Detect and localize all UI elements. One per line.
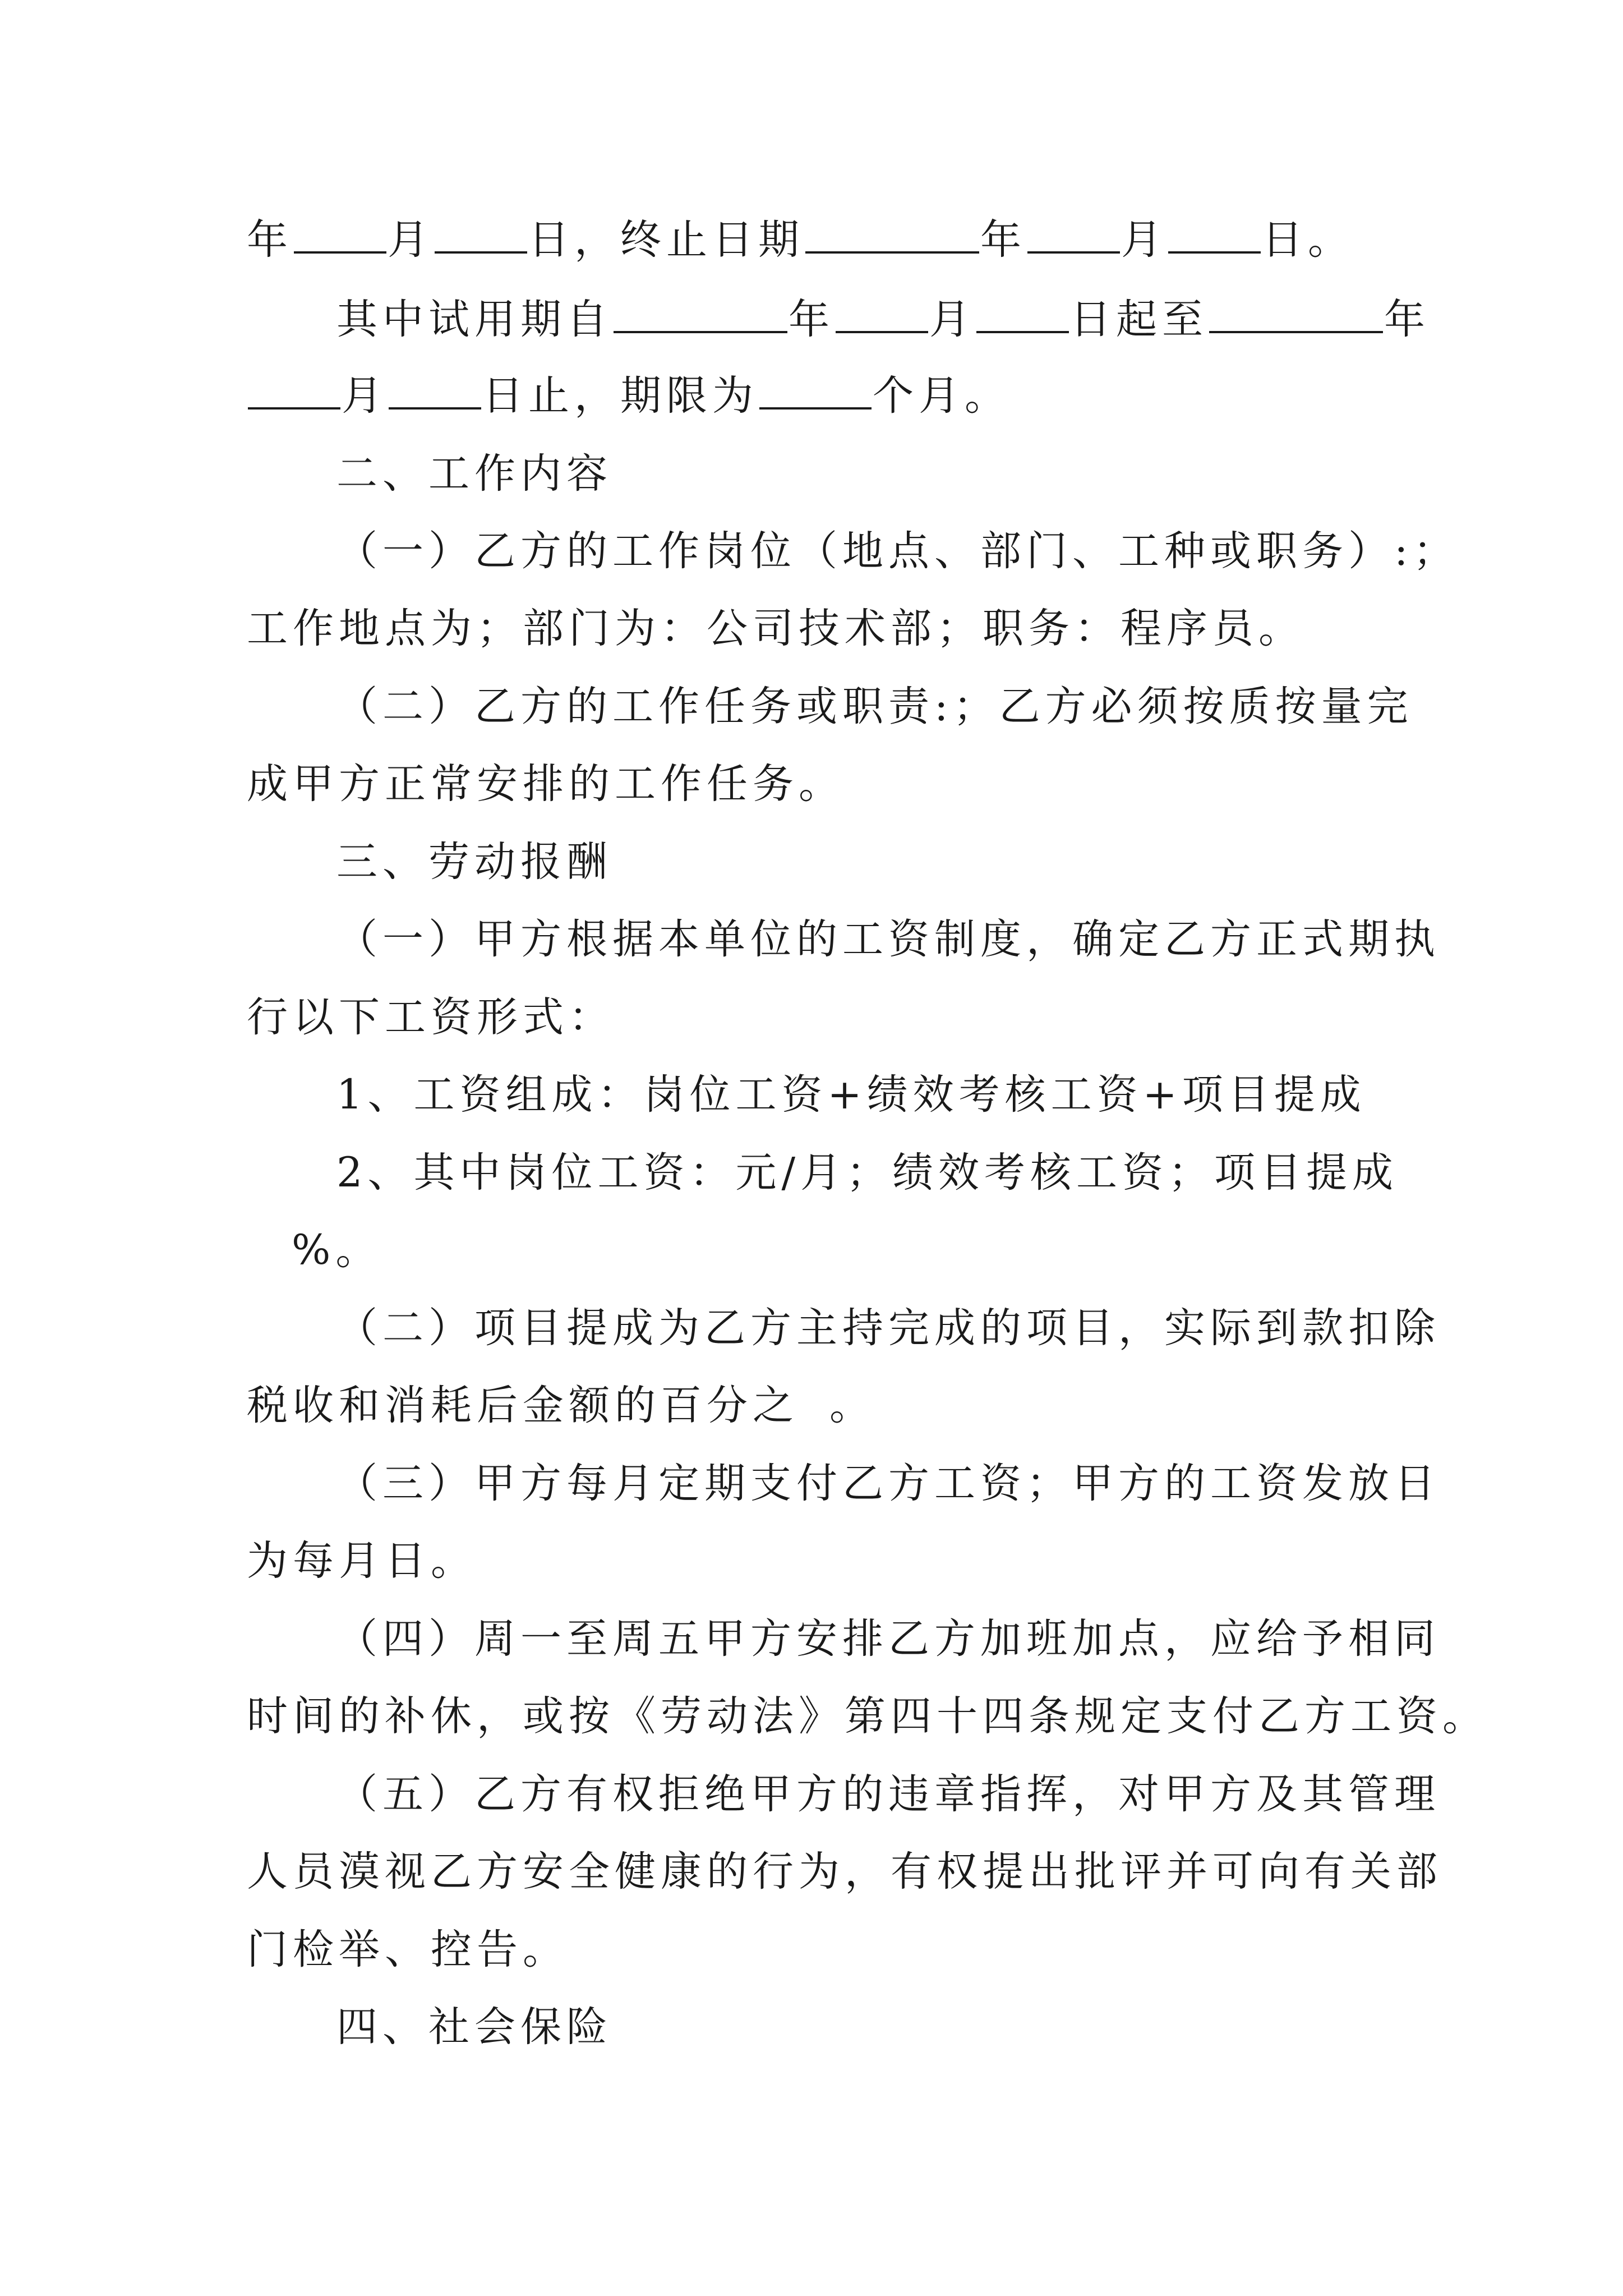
paragraph-line: 为每月日。 xyxy=(247,1537,477,1585)
section-heading: 三、劳动报酬 xyxy=(336,838,612,886)
section-heading: 四、社会保险 xyxy=(336,2003,612,2051)
text-segment: 年 xyxy=(789,296,834,343)
text-segment: 年 xyxy=(980,216,1026,264)
list-item-cont: %。 xyxy=(292,1226,382,1274)
blank-field xyxy=(805,218,979,254)
list-item: 1、工资组成：岗位工资+绩效考核工资+项目提成 xyxy=(336,1071,1366,1119)
text-segment: 月 xyxy=(342,372,388,420)
text-segment: 月 xyxy=(388,216,434,264)
probation-line xyxy=(336,292,1430,348)
text-segment: 日起至 xyxy=(1070,296,1208,343)
text-segment: 日，终止日期 xyxy=(528,216,804,264)
paragraph-line: 工作地点为；部门为：公司技术部；职务：程序员。 xyxy=(247,605,1304,652)
paragraph-line: （四）周一至周五甲方安排乙方加班加点，应给予相同 xyxy=(336,1615,1440,1663)
probation-line-cont xyxy=(247,368,1011,424)
paragraph-line: 门检举、控告。 xyxy=(247,1926,569,1973)
text-segment: 年 xyxy=(247,216,293,264)
paragraph-line: 行以下工资形式： xyxy=(247,993,615,1041)
blank-field xyxy=(1027,218,1120,254)
blank-field xyxy=(389,374,481,409)
text-segment: 日止，期限为 xyxy=(482,372,758,420)
paragraph-line: 人员漠视乙方安全健康的行为，有权提出批评并可向有关部 xyxy=(247,1848,1442,1895)
blank-field xyxy=(614,297,787,333)
blank-field xyxy=(1209,297,1383,333)
text-segment: 个月。 xyxy=(873,372,1011,420)
blank-field xyxy=(976,297,1069,333)
text-segment: 年 xyxy=(1384,296,1430,343)
blank-field xyxy=(759,374,872,409)
list-item: 2、其中岗位工资：元/月；绩效考核工资；项目提成 xyxy=(336,1149,1399,1197)
blank-field xyxy=(435,218,527,254)
text-segment: 。 xyxy=(829,1382,875,1429)
blank-field xyxy=(294,218,386,254)
section-heading: 二、工作内容 xyxy=(336,450,612,498)
text-segment: 日。 xyxy=(1262,216,1354,264)
paragraph-line: （二）项目提成为乙方主持完成的项目，实际到款扣除 xyxy=(336,1304,1440,1352)
paragraph-line: （一）乙方的工作岗位（地点、部门、工种或职务）:； xyxy=(336,527,1459,575)
paragraph-line: （一）甲方根据本单位的工资制度，确定乙方正式期执 xyxy=(336,915,1440,963)
text-segment: 月 xyxy=(1121,216,1167,264)
blank-field xyxy=(836,297,928,333)
paragraph-line: 时间的补休，或按《劳动法》第四十四条规定支付乙方工资。 xyxy=(247,1692,1488,1740)
paragraph-line xyxy=(247,1378,875,1434)
paragraph-line: （二）乙方的工作任务或职责:；乙方必须按质按量完 xyxy=(336,683,1413,730)
blank-field xyxy=(1168,218,1261,254)
blank-field xyxy=(248,374,340,409)
paragraph-line: 成甲方正常安排的工作任务。 xyxy=(247,760,845,808)
text-segment: 月 xyxy=(929,296,975,343)
term-dates-line xyxy=(247,212,1354,268)
text-segment: 其中试用期自 xyxy=(336,296,612,343)
text-segment: 税收和消耗后金额的百分之 xyxy=(247,1382,799,1429)
paragraph-line: （五）乙方有权拒绝甲方的违章指挥，对甲方及其管理 xyxy=(336,1770,1440,1818)
paragraph-line: （三）甲方每月定期支付乙方工资；甲方的工资发放日 xyxy=(336,1460,1440,1507)
